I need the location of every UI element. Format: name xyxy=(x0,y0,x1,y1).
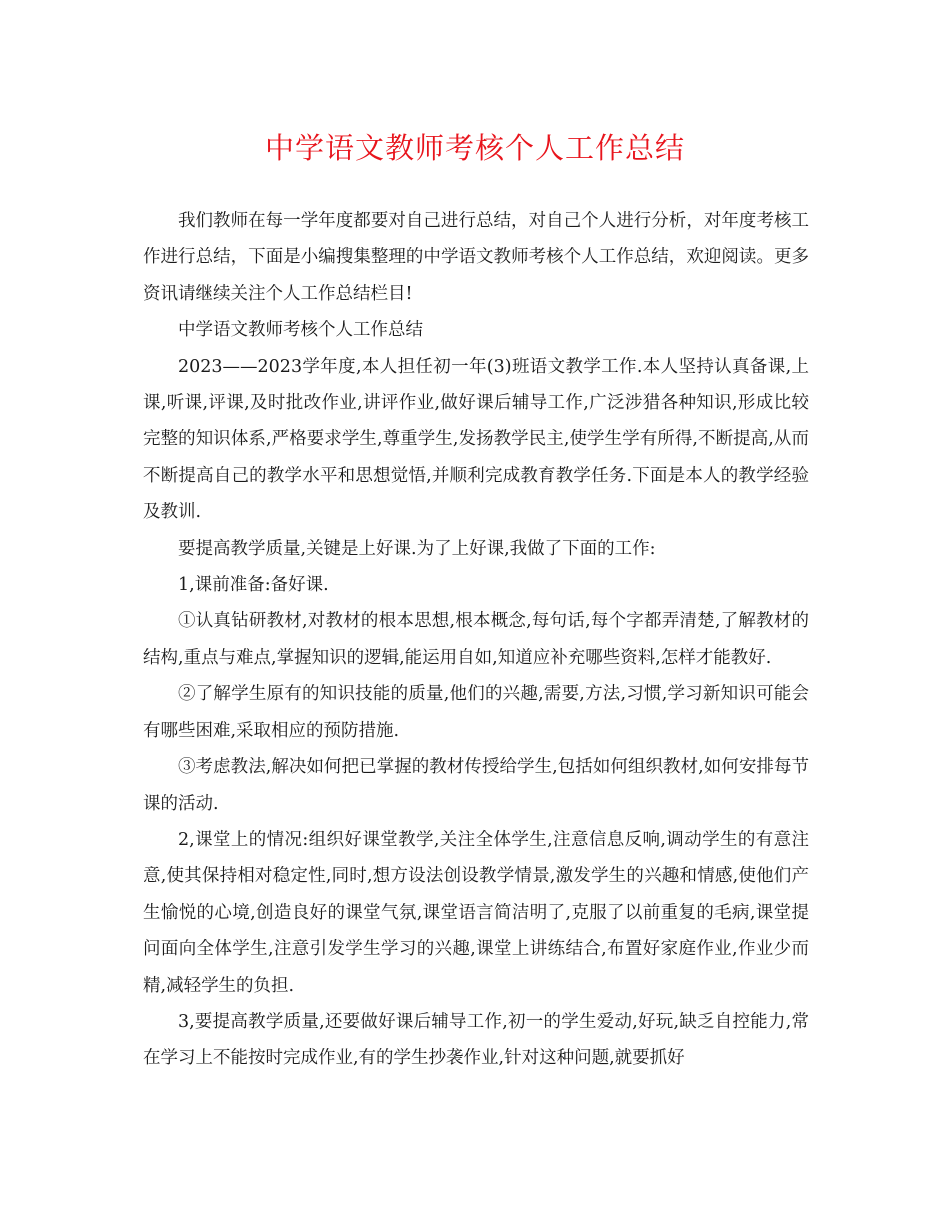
section-1-item-2: ②了解学生原有的知识技能的质量,他们的兴趣,需要,方法,习惯,学习新知识可能会有哪些困难,采取相应的预防措施. xyxy=(143,684,809,741)
section-2-paragraph: 2,课堂上的情况:组织好课堂教学,关注全体学生,注意信息反响,调动学生的有意注意,使其保持相对稳定性,同时,想方设法创设教学情景,激发学生的兴趣和情感,使他们产生愉悦的心境,创造良好的课堂气氛,课堂语言简洁明了,克服了以前重复的毛病,课堂提问面向全体学生,注意引发学生学习的兴趣,课堂上讲练结合,布置好家庭作业,作业少而精,减轻学生的负担. xyxy=(143,829,809,996)
subtitle-paragraph: 中学语文教师考核个人工作总结 xyxy=(178,320,423,341)
document-body xyxy=(143,203,809,1077)
intro-paragraph: 我们教师在每一学年度都要对自己进行总结，对自己个人进行分析，对年度考核工作进行总结，下面是小编搜集整理的中学语文教师考核个人工作总结，欢迎阅读。更多资讯请继续关注个人工作总结栏目! xyxy=(143,211,809,304)
section-1-item-3: ③考虑教法,解决如何把已掌握的教材传授给学生,包括如何组织教材,如何安排每节课的活动. xyxy=(143,757,809,814)
section-1-item-1: ①认真钻研教材,对教材的根本思想,根本概念,每句话,每个字都弄清楚,了解教材的结构,重点与难点,掌握知识的逻辑,能运用自如,知道应补充哪些资料,怎样才能教好. xyxy=(143,611,809,668)
overview-paragraph: 2023——2023学年度,本人担任初一年(3)班语文教学工作.本人坚持认真备课,上课,听课,评课,及时批改作业,讲评作业,做好课后辅导工作,广泛涉猎各种知识,形成比较完整的知识体系,严格要求学生,尊重学生,发扬教学民主,使学生学有所得,不断提高,从而不断提高自己的教学水平和思想觉悟,并顺利完成教育教学任务.下面是本人的教学经验及教训. xyxy=(143,356,809,523)
key-point-paragraph: 要提高教学质量,关键是上好课.为了上好课,我做了下面的工作: xyxy=(178,538,656,559)
section-1-heading: 1,课前准备:备好课. xyxy=(178,575,329,596)
section-3-paragraph: 3,要提高教学质量,还要做好课后辅导工作,初一的学生爱动,好玩,缺乏自控能力,常在学习上不能按时完成作业,有的学生抄袭作业,针对这种问题,就要抓好 xyxy=(143,1011,809,1069)
document-title: 中学语文教师考核个人工作总结 xyxy=(264,131,685,165)
